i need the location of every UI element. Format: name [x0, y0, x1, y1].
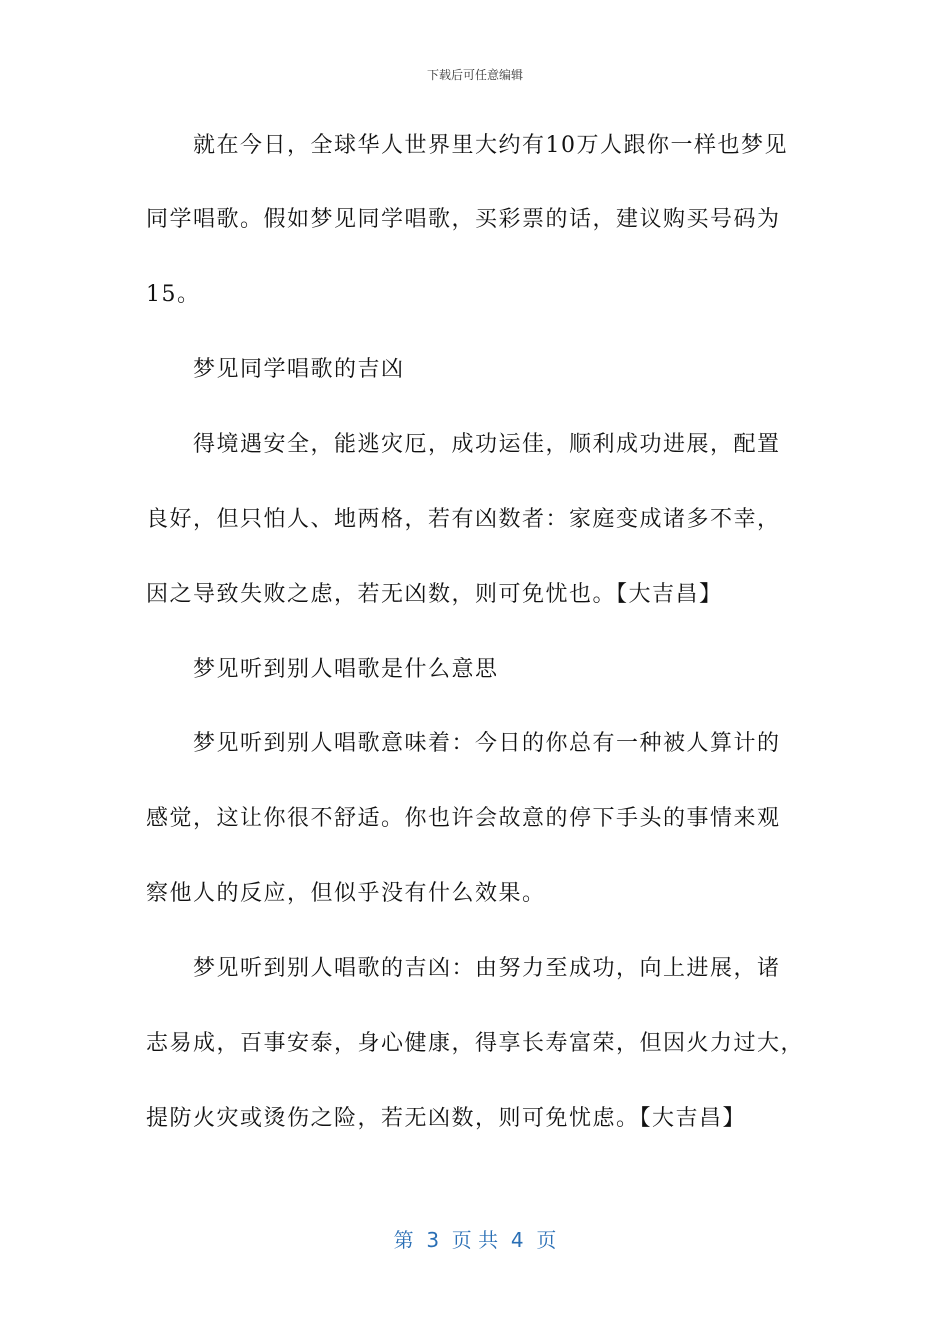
paragraph-line: 15。 [146, 282, 201, 307]
paragraph-line: 梦见听到别人唱歌的吉凶：由努力至成功，向上进展，诸 [193, 956, 781, 981]
page-number-footer: 第 3 页 共 4 页 [393, 1228, 557, 1252]
page-header-note: 下载后可任意编辑 [426, 68, 523, 82]
section-heading: 梦见同学唱歌的吉凶 [193, 357, 405, 382]
paragraph-line: 提防火灾或烫伤之险，若无凶数，则可免忧虑。【大吉昌】 [146, 1106, 747, 1131]
paragraph-line: 察他人的反应，但似乎没有什么效果。 [146, 881, 546, 906]
paragraph-line: 良好，但只怕人、地两格，若有凶数者：家庭变成诸多不幸， [146, 507, 781, 532]
paragraph-line: 感觉，这让你很不舒适。你也许会故意的停下手头的事情来观 [146, 806, 781, 831]
paragraph-line: 得境遇安全，能逃灾厄，成功运佳，顺利成功进展，配置 [193, 432, 781, 457]
paragraph-line: 同学唱歌。假如梦见同学唱歌，买彩票的话，建议购买号码为 [146, 207, 781, 232]
paragraph-line: 梦见听到别人唱歌意味着：今日的你总有一种被人算计的 [193, 731, 781, 756]
paragraph-line: 就在今日，全球华人世界里大约有10万人跟你一样也梦见 [193, 133, 788, 158]
paragraph-line: 因之导致失败之虑，若无凶数，则可免忧也。【大吉昌】 [146, 582, 723, 607]
paragraph-line: 志易成，百事安泰，身心健康，得享长寿富荣，但因火力过大， [146, 1031, 805, 1056]
section-heading: 梦见听到别人唱歌是什么意思 [193, 657, 499, 682]
